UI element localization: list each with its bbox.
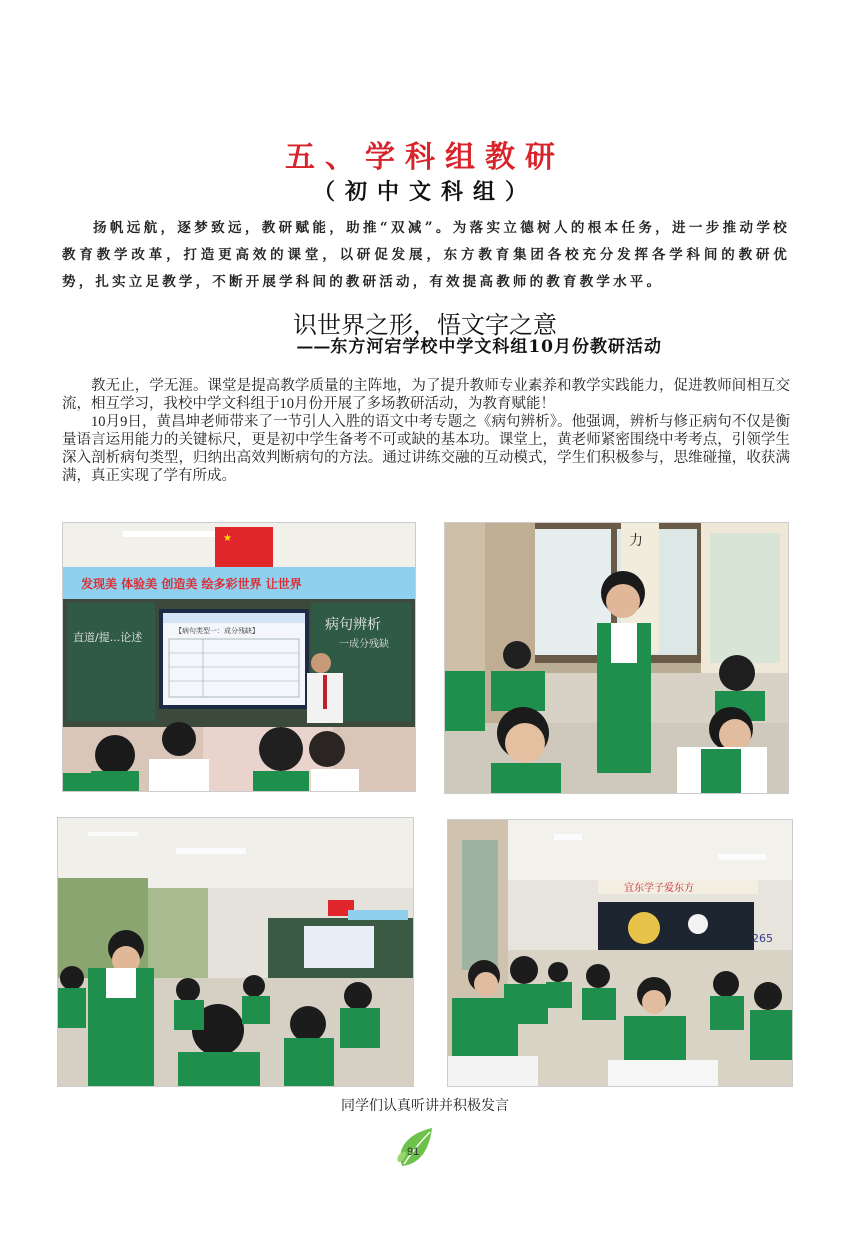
board-left-text: 直道/提...论述 bbox=[73, 631, 143, 644]
board-right-sub: 一成分残缺 bbox=[339, 639, 389, 650]
banner-text: 发现美 体验美 创造美 绘多彩世界 让世界 bbox=[81, 577, 302, 591]
photo-caption: 同学们认真听讲并积极发言 bbox=[341, 1098, 509, 1114]
svg-text:力: 力 bbox=[629, 533, 643, 549]
body-paragraph-1: 教无止，学无涯。课堂是提高教学质量的主阵地，为了提升教师专业素养和教学实践能力，促进教师间相互交流，相互学习，我校中学文科组于10月份开展了多场教研活动，为教育赋能！ bbox=[62, 378, 790, 412]
section-subtitle: （初中文科组） bbox=[312, 179, 537, 205]
article-body bbox=[62, 377, 790, 485]
article-title: 识世界之形，悟文字之意 bbox=[293, 311, 557, 339]
intro-paragraph: 扬帆远航，逐梦致远，教研赋能，助推“双减”。为落实立德树人的根本任务，进一步推动学校教育教学改革，打造更高效的课堂，以研促发展，东方教育集团各校充分发挥各学科间的教研优势，扎实立足教学，不断开展学科间的教研活动，有效提高教师的教育教学水平。 bbox=[62, 220, 790, 290]
section-title: 五、学科组教研 bbox=[285, 140, 565, 175]
subtitle-text: 东方河宕学校中学文科组10月份教研活动 bbox=[330, 337, 662, 357]
article-subtitle bbox=[0, 332, 850, 357]
board-right-title: 病句辨析 bbox=[325, 617, 381, 633]
screen-heading: 【病句类型一：成分残缺】 bbox=[175, 627, 259, 635]
photo-teacher-lecture bbox=[62, 522, 416, 792]
svg-text:★: ★ bbox=[223, 533, 232, 544]
body-paragraph-2: 10月9日，黄昌坤老师带来了一节引人入胜的语文中考专题之《病句辨析》。他强调，辨析与修正病句不仅是衡量语言运用能力的关键标尺，更是初中学生备考不可或缺的基本功。课堂上，黄老师紧密围绕中考考点，引领学生深入剖析病句类型，归纳出高效判断病句的方法。通过讲练交融的互动模式，学生们积极参与，思维碰撞，收获满满，真正实现了学有所成。 bbox=[62, 414, 790, 484]
room-number: 265 bbox=[752, 932, 773, 945]
back-board-text: 宜东学子爱东方 bbox=[624, 883, 694, 894]
page-number: 91 bbox=[407, 1146, 420, 1158]
subtitle-dash: —— bbox=[296, 337, 331, 357]
photo-student-answering bbox=[444, 522, 789, 794]
photo-classroom-wide bbox=[57, 817, 414, 1087]
photo-classroom-side bbox=[447, 819, 793, 1087]
page-number-leaf bbox=[392, 1122, 438, 1172]
